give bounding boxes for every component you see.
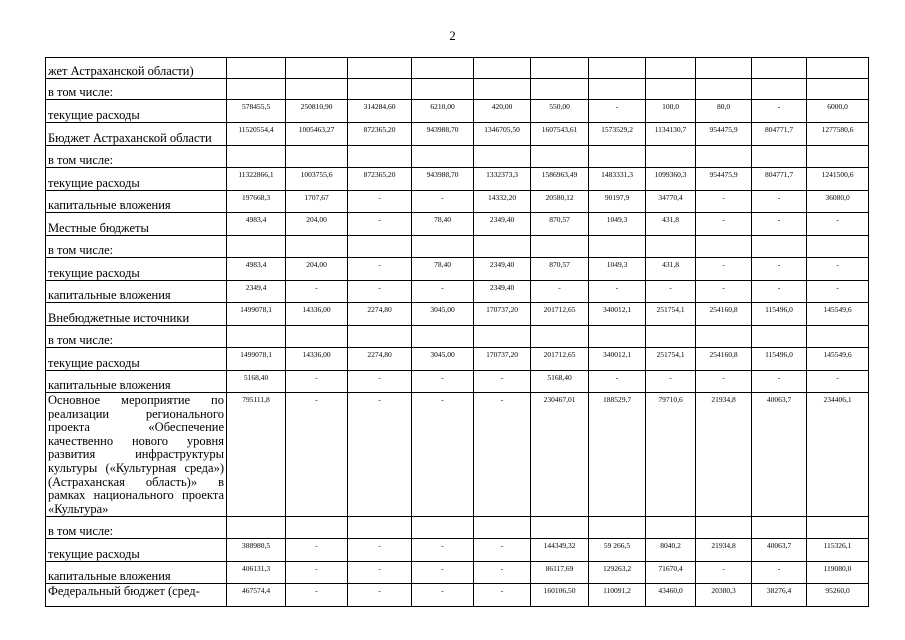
value-cell: 4983,4 xyxy=(227,213,286,236)
value-cell: 170737,20 xyxy=(474,303,531,326)
table-row xyxy=(46,58,869,79)
value-cell: - xyxy=(589,100,646,123)
value-cell: 197668,3 xyxy=(227,191,286,213)
value-cell: - xyxy=(696,258,752,281)
value-cell: 1573529,2 xyxy=(589,123,646,146)
value-cell xyxy=(646,79,696,100)
value-cell: 420,00 xyxy=(474,100,531,123)
value-cell: - xyxy=(474,584,531,607)
value-cell: - xyxy=(348,393,412,517)
value-cell: - xyxy=(589,371,646,393)
value-cell: 578455,5 xyxy=(227,100,286,123)
row-label: жет Астраханской области) xyxy=(46,58,227,79)
table-row xyxy=(46,371,869,393)
value-cell xyxy=(696,326,752,348)
value-cell: - xyxy=(696,191,752,213)
value-cell xyxy=(531,58,589,79)
table-row xyxy=(46,562,869,584)
table-row xyxy=(46,79,869,100)
value-cell: - xyxy=(412,371,474,393)
value-cell xyxy=(589,326,646,348)
value-cell xyxy=(646,236,696,258)
value-cell xyxy=(531,326,589,348)
value-cell xyxy=(807,146,869,168)
row-label: капитальные вложения xyxy=(46,281,227,303)
value-cell: 100,0 xyxy=(646,100,696,123)
value-cell: 2349,4 xyxy=(227,281,286,303)
value-cell xyxy=(807,517,869,539)
value-cell: 78,40 xyxy=(412,258,474,281)
value-cell: 14332,20 xyxy=(474,191,531,213)
row-label: текущие расходы xyxy=(46,348,227,371)
value-cell xyxy=(348,517,412,539)
table-row xyxy=(46,168,869,191)
row-label: капитальные вложения xyxy=(46,191,227,213)
value-cell: - xyxy=(752,562,807,584)
value-cell: 1099360,3 xyxy=(646,168,696,191)
table-row xyxy=(46,584,869,607)
value-cell: - xyxy=(696,213,752,236)
value-cell: 550,00 xyxy=(531,100,589,123)
value-cell: 90197,9 xyxy=(589,191,646,213)
value-cell: - xyxy=(412,281,474,303)
value-cell: 11520554,4 xyxy=(227,123,286,146)
value-cell: 40063,7 xyxy=(752,393,807,517)
value-cell xyxy=(412,79,474,100)
row-label: Основное мероприятие по реализации регионального проекта «Обеспечение качественно нового уровня развития инфраструктуры культуры («Культурная среда») (Астраханская область)» в рамках национального проекта «Культура» xyxy=(46,393,227,517)
value-cell xyxy=(227,517,286,539)
row-label: капитальные вложения xyxy=(46,371,227,393)
table-row xyxy=(46,517,869,539)
value-cell: - xyxy=(286,393,348,517)
value-cell xyxy=(286,58,348,79)
value-cell: - xyxy=(807,371,869,393)
value-cell: 251754,1 xyxy=(646,348,696,371)
value-cell: 795111,8 xyxy=(227,393,286,517)
value-cell: 1586963,49 xyxy=(531,168,589,191)
value-cell: 1499078,1 xyxy=(227,348,286,371)
table-row xyxy=(46,348,869,371)
value-cell: - xyxy=(348,191,412,213)
value-cell: 943988,70 xyxy=(412,168,474,191)
value-cell: 4983,4 xyxy=(227,258,286,281)
budget-table xyxy=(45,57,869,607)
value-cell: - xyxy=(531,281,589,303)
value-cell: 80,0 xyxy=(696,100,752,123)
value-cell xyxy=(227,326,286,348)
table-row xyxy=(46,146,869,168)
value-cell: 36080,0 xyxy=(807,191,869,213)
value-cell: 954475,9 xyxy=(696,168,752,191)
value-cell: 954475,9 xyxy=(696,123,752,146)
value-cell xyxy=(696,517,752,539)
value-cell: 115326,1 xyxy=(807,539,869,562)
value-cell: 1049,3 xyxy=(589,258,646,281)
value-cell: - xyxy=(696,371,752,393)
value-cell: 406131,3 xyxy=(227,562,286,584)
value-cell xyxy=(589,58,646,79)
value-cell: 1707,67 xyxy=(286,191,348,213)
page-number: 2 xyxy=(449,28,456,43)
value-cell xyxy=(696,79,752,100)
value-cell xyxy=(348,326,412,348)
value-cell xyxy=(286,326,348,348)
value-cell xyxy=(646,58,696,79)
value-cell xyxy=(474,146,531,168)
row-label: в том числе: xyxy=(46,79,227,100)
value-cell: - xyxy=(807,258,869,281)
value-cell: 43460,0 xyxy=(646,584,696,607)
value-cell: 1241500,6 xyxy=(807,168,869,191)
value-cell: 160106,50 xyxy=(531,584,589,607)
table-row xyxy=(46,236,869,258)
value-cell: 250810,90 xyxy=(286,100,348,123)
value-cell: 943988,70 xyxy=(412,123,474,146)
value-cell xyxy=(412,236,474,258)
table-row xyxy=(46,213,869,236)
value-cell xyxy=(474,517,531,539)
value-cell: 2274,80 xyxy=(348,348,412,371)
value-cell xyxy=(696,58,752,79)
value-cell xyxy=(807,79,869,100)
value-cell: - xyxy=(348,258,412,281)
value-cell: 8040,2 xyxy=(646,539,696,562)
value-cell: 119080,0 xyxy=(807,562,869,584)
row-label: в том числе: xyxy=(46,517,227,539)
value-cell xyxy=(589,517,646,539)
value-cell: 71670,4 xyxy=(646,562,696,584)
value-cell: 5168,40 xyxy=(531,371,589,393)
value-cell xyxy=(807,58,869,79)
value-cell: - xyxy=(696,281,752,303)
row-label: в том числе: xyxy=(46,326,227,348)
value-cell xyxy=(286,146,348,168)
value-cell: 11322866,1 xyxy=(227,168,286,191)
value-cell: 14336,00 xyxy=(286,348,348,371)
value-cell: - xyxy=(696,562,752,584)
value-cell: - xyxy=(348,539,412,562)
value-cell: 110091,2 xyxy=(589,584,646,607)
table-row xyxy=(46,539,869,562)
value-cell: 2274,80 xyxy=(348,303,412,326)
value-cell xyxy=(752,146,807,168)
value-cell: 431,8 xyxy=(646,258,696,281)
value-cell: - xyxy=(807,281,869,303)
value-cell: 254160,8 xyxy=(696,303,752,326)
value-cell: - xyxy=(752,191,807,213)
value-cell xyxy=(412,326,474,348)
value-cell xyxy=(752,79,807,100)
value-cell: 38276,4 xyxy=(752,584,807,607)
value-cell: 1607543,61 xyxy=(531,123,589,146)
value-cell: 145549,6 xyxy=(807,348,869,371)
value-cell: 1049,3 xyxy=(589,213,646,236)
value-cell: 431,8 xyxy=(646,213,696,236)
value-cell xyxy=(412,517,474,539)
table-row xyxy=(46,123,869,146)
value-cell: 145549,6 xyxy=(807,303,869,326)
row-label: Внебюджетные источники xyxy=(46,303,227,326)
value-cell: 20580,12 xyxy=(531,191,589,213)
value-cell: 804771,7 xyxy=(752,123,807,146)
row-label: в том числе: xyxy=(46,236,227,258)
value-cell xyxy=(696,146,752,168)
table-row xyxy=(46,258,869,281)
value-cell: 40063,7 xyxy=(752,539,807,562)
row-label: Федеральный бюджет (сред- xyxy=(46,584,227,607)
value-cell: 1332373,3 xyxy=(474,168,531,191)
value-cell: 3045,00 xyxy=(412,303,474,326)
value-cell: 204,00 xyxy=(286,213,348,236)
row-label: капитальные вложения xyxy=(46,562,227,584)
value-cell: 340012,1 xyxy=(589,303,646,326)
value-cell xyxy=(474,236,531,258)
value-cell: 1134130,7 xyxy=(646,123,696,146)
value-cell: 20380,3 xyxy=(696,584,752,607)
value-cell xyxy=(589,146,646,168)
value-cell: 467574,4 xyxy=(227,584,286,607)
value-cell xyxy=(348,58,412,79)
value-cell: - xyxy=(412,191,474,213)
value-cell xyxy=(286,517,348,539)
value-cell xyxy=(286,79,348,100)
value-cell: 254160,8 xyxy=(696,348,752,371)
value-cell xyxy=(227,236,286,258)
value-cell: - xyxy=(348,281,412,303)
value-cell xyxy=(646,326,696,348)
value-cell xyxy=(531,236,589,258)
value-cell: - xyxy=(474,393,531,517)
row-label: Местные бюджеты xyxy=(46,213,227,236)
value-cell: - xyxy=(752,100,807,123)
value-cell: 86117,69 xyxy=(531,562,589,584)
value-cell: - xyxy=(474,371,531,393)
value-cell: - xyxy=(286,539,348,562)
value-cell: 1346705,50 xyxy=(474,123,531,146)
value-cell: - xyxy=(646,371,696,393)
value-cell: 1003755,6 xyxy=(286,168,348,191)
row-label: текущие расходы xyxy=(46,539,227,562)
value-cell: - xyxy=(807,213,869,236)
value-cell: 314284,60 xyxy=(348,100,412,123)
value-cell xyxy=(646,517,696,539)
value-cell: 21934,8 xyxy=(696,393,752,517)
value-cell xyxy=(531,79,589,100)
value-cell xyxy=(646,146,696,168)
value-cell xyxy=(227,146,286,168)
value-cell: 129263,2 xyxy=(589,562,646,584)
value-cell: - xyxy=(348,371,412,393)
value-cell: 234406,1 xyxy=(807,393,869,517)
value-cell xyxy=(227,79,286,100)
value-cell xyxy=(589,236,646,258)
table-row xyxy=(46,326,869,348)
value-cell xyxy=(348,236,412,258)
value-cell: 201712,65 xyxy=(531,303,589,326)
value-cell xyxy=(752,517,807,539)
value-cell: 78,40 xyxy=(412,213,474,236)
value-cell xyxy=(227,58,286,79)
value-cell: - xyxy=(752,371,807,393)
value-cell xyxy=(531,517,589,539)
value-cell: 1005463,27 xyxy=(286,123,348,146)
value-cell xyxy=(752,58,807,79)
value-cell xyxy=(474,58,531,79)
value-cell: - xyxy=(286,371,348,393)
row-label: в том числе: xyxy=(46,146,227,168)
value-cell: 1499078,1 xyxy=(227,303,286,326)
value-cell: - xyxy=(412,562,474,584)
value-cell: - xyxy=(348,562,412,584)
budget-table-body xyxy=(46,58,869,607)
table-row xyxy=(46,100,869,123)
value-cell: 2349,40 xyxy=(474,281,531,303)
value-cell: 59 266,5 xyxy=(589,539,646,562)
value-cell: 115496,0 xyxy=(752,348,807,371)
value-cell: - xyxy=(412,539,474,562)
value-cell: - xyxy=(412,584,474,607)
value-cell: 6000,0 xyxy=(807,100,869,123)
value-cell xyxy=(412,146,474,168)
row-label: текущие расходы xyxy=(46,168,227,191)
value-cell xyxy=(474,79,531,100)
value-cell xyxy=(348,79,412,100)
value-cell: - xyxy=(286,584,348,607)
value-cell: 388980,5 xyxy=(227,539,286,562)
value-cell: - xyxy=(286,562,348,584)
value-cell xyxy=(286,236,348,258)
value-cell xyxy=(807,326,869,348)
value-cell: 872365,20 xyxy=(348,123,412,146)
row-label: текущие расходы xyxy=(46,100,227,123)
value-cell: 115496,0 xyxy=(752,303,807,326)
value-cell: 144349,32 xyxy=(531,539,589,562)
value-cell: - xyxy=(752,213,807,236)
value-cell: 204,00 xyxy=(286,258,348,281)
value-cell: - xyxy=(348,213,412,236)
value-cell: 870,57 xyxy=(531,213,589,236)
table-row xyxy=(46,191,869,213)
table-row xyxy=(46,303,869,326)
value-cell: 804771,7 xyxy=(752,168,807,191)
value-cell: 872365,20 xyxy=(348,168,412,191)
value-cell: 1483331,3 xyxy=(589,168,646,191)
value-cell: - xyxy=(474,539,531,562)
value-cell: 79710,6 xyxy=(646,393,696,517)
value-cell: - xyxy=(412,393,474,517)
value-cell: 5168,40 xyxy=(227,371,286,393)
value-cell xyxy=(752,236,807,258)
value-cell: 95260,0 xyxy=(807,584,869,607)
value-cell: - xyxy=(646,281,696,303)
value-cell xyxy=(474,326,531,348)
value-cell: 201712,65 xyxy=(531,348,589,371)
table-row xyxy=(46,393,869,517)
value-cell: 1277580,6 xyxy=(807,123,869,146)
value-cell: - xyxy=(752,281,807,303)
value-cell: 6210,00 xyxy=(412,100,474,123)
value-cell: 14336,00 xyxy=(286,303,348,326)
value-cell xyxy=(348,146,412,168)
value-cell: 870,57 xyxy=(531,258,589,281)
value-cell: 340012,1 xyxy=(589,348,646,371)
value-cell xyxy=(752,326,807,348)
value-cell xyxy=(696,236,752,258)
value-cell: 3045,00 xyxy=(412,348,474,371)
value-cell: 2349,40 xyxy=(474,213,531,236)
value-cell: - xyxy=(286,281,348,303)
value-cell: - xyxy=(589,281,646,303)
value-cell xyxy=(412,58,474,79)
value-cell xyxy=(589,79,646,100)
value-cell: 34770,4 xyxy=(646,191,696,213)
value-cell: 21934,8 xyxy=(696,539,752,562)
value-cell xyxy=(531,146,589,168)
value-cell: 230467,01 xyxy=(531,393,589,517)
value-cell xyxy=(807,236,869,258)
row-label: текущие расходы xyxy=(46,258,227,281)
value-cell: - xyxy=(752,258,807,281)
value-cell: - xyxy=(474,562,531,584)
value-cell: 2349,40 xyxy=(474,258,531,281)
value-cell: - xyxy=(348,584,412,607)
table-row xyxy=(46,281,869,303)
value-cell: 188529,7 xyxy=(589,393,646,517)
value-cell: 251754,1 xyxy=(646,303,696,326)
value-cell: 170737,20 xyxy=(474,348,531,371)
row-label: Бюджет Астраханской области xyxy=(46,123,227,146)
